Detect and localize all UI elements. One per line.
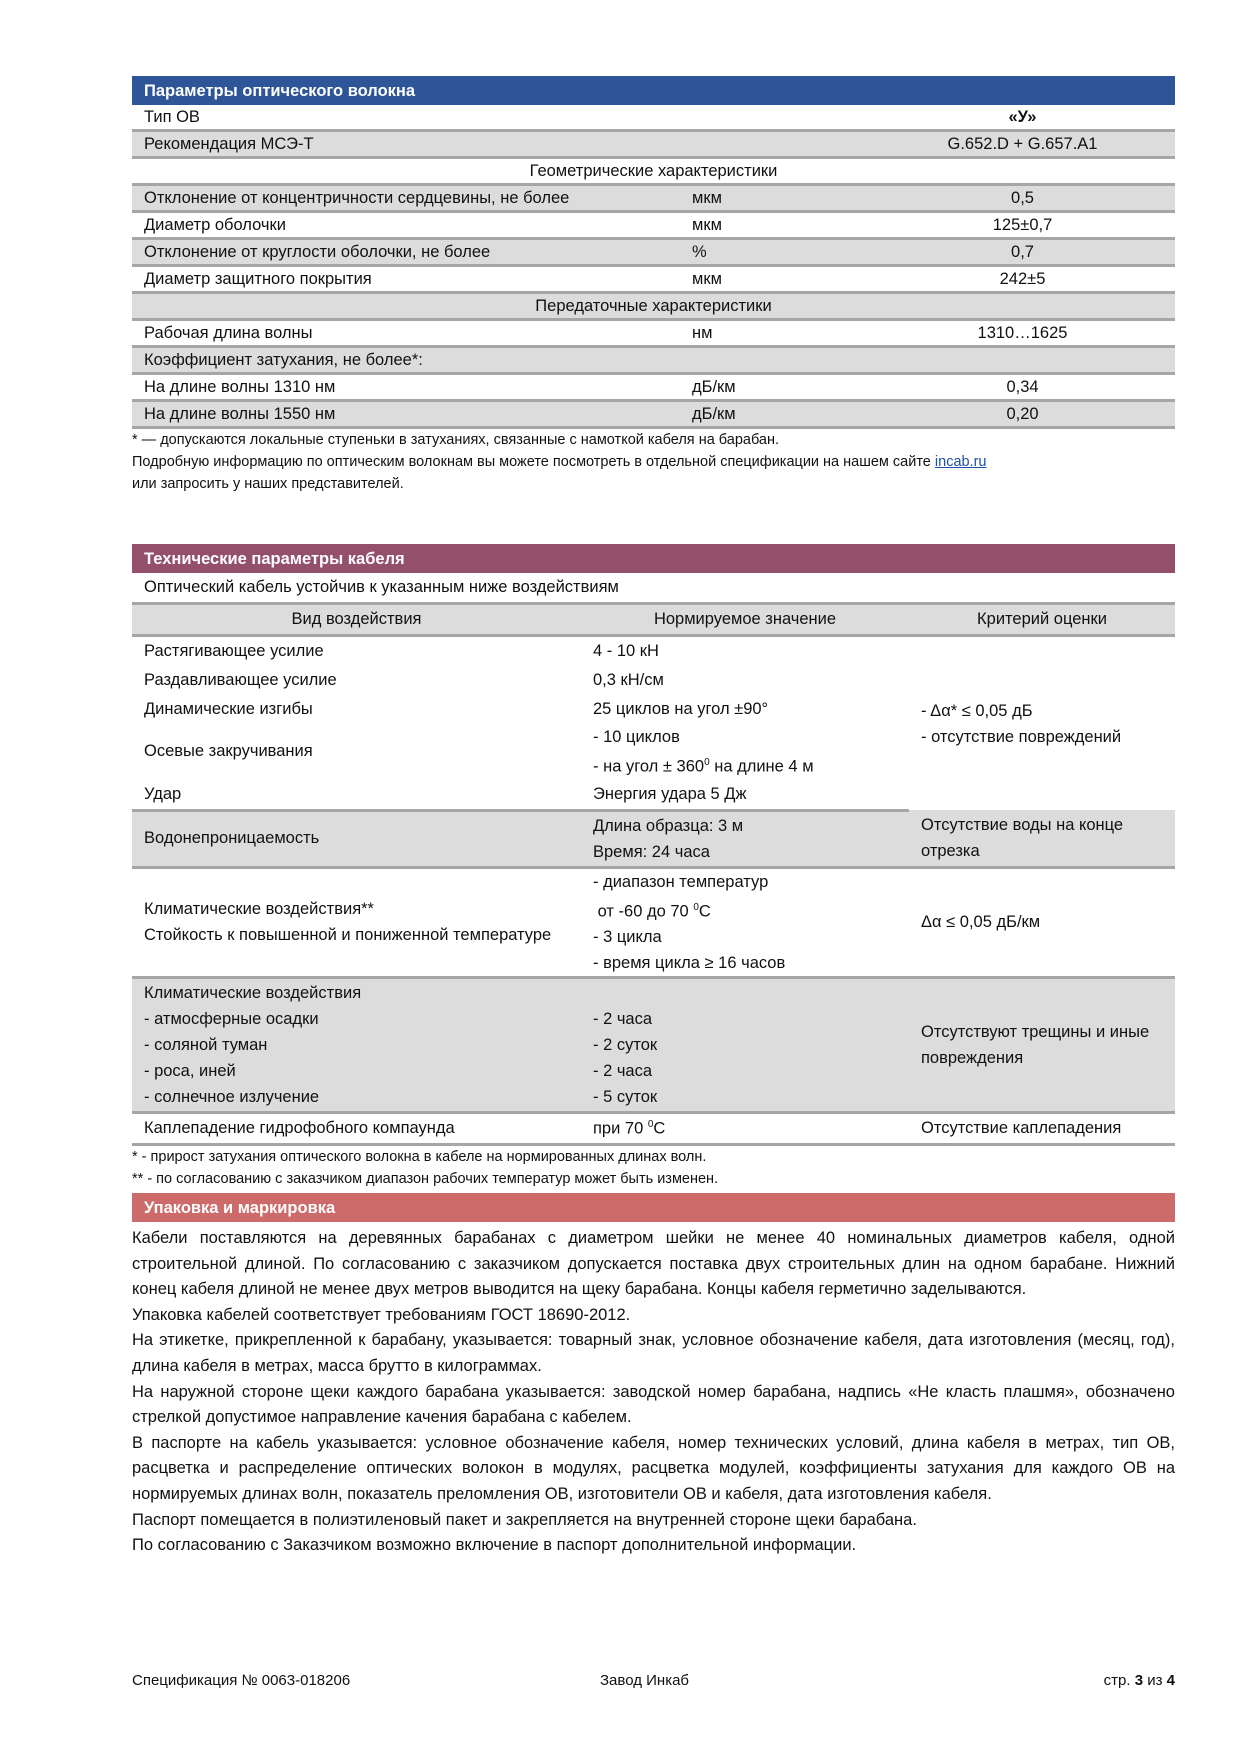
table-row: Отклонение от концентричности сердцевины, не более мкм 0,5 <box>132 185 1175 212</box>
footnote: * - прирост затухания оптического волокна в кабеле на нормированных длинах волн. <box>132 1149 707 1165</box>
table-row: Каплепадение гидрофобного компаунда при 70 $^0$С Отсутствие каплепадения <box>132 1113 1175 1145</box>
fiber-parameters-section <box>132 76 1175 495</box>
table-row: На длине волны 1550 нм дБ/км 0,20 <box>132 401 1175 428</box>
paragraph: В паспорте на кабель указывается: условное обозначение кабеля, номер технических условий, длина кабеля в метрах, тип ОВ, расцветка и распределение оптических волокон в модулях, расцветка модулей, коэффициенты затухания для каждого ОВ на нормируемых длинах волн, показатель преломления ОВ, изготовители ОВ и кабеля, дата изготовления кабеля. <box>132 1433 1175 1503</box>
criterion-cell: - Δα* ≤ 0,05 дБ - отсутствие повреждений <box>921 701 1122 746</box>
table-subheading: Передаточные характеристики <box>132 293 1175 320</box>
fiber-table <box>132 105 1175 429</box>
table-header: Вид воздействия Нормируемое значение Критерий оценки <box>132 604 1175 636</box>
table-row: Диаметр оболочки мкм 125±0,7 <box>132 212 1175 239</box>
footnote: * — допускаются локальные ступеньки в затуханиях, связанные с намоткой кабеля на барабан. <box>132 432 780 448</box>
table-row: Удар Энергия удара 5 Дж <box>132 780 1175 811</box>
footnote: ** - по согласованию с заказчиком диапазон рабочих температур может быть изменен. <box>132 1171 719 1187</box>
table-row: Водонепроницаемость Длина образца: 3 м Время: 24 часа Отсутствие воды на конце отрезка <box>132 810 1175 867</box>
info-note-cont: или запросить у наших представителей. <box>132 476 404 492</box>
info-note: Подробную информацию по оптическим волокнам вы можете посмотреть в отдельной спецификации на нашем сайте incab.ru <box>132 454 987 470</box>
table-row: Осевые закручивания - 10 циклов - на угол ± $360^0$ на длине 4 м <box>144 728 814 776</box>
table-row: Раздавливающее усилие 0,3 кН/см <box>144 671 664 689</box>
table-row: Климатические воздействия** Стойкость к повышенной и пониженной температуре - диапазон температур от -60 до 70 $^0$С - 3 цикла - время цикла ≥ 16 часов Δα ≤ 0,05 дБ/км <box>132 867 1175 978</box>
paragraph: Кабели поставляются на деревянных барабанах с диаметром шейки не менее 40 номинальных диаметров кабеля, одной строительной длиной. По согласованию с заказчиком допускается поставка двух строительных длин на одном барабане. Нижний конец кабеля длиной не менее двух метров выводится на щеку барабана. Концы кабеля герметично заделываются. <box>132 1229 1175 1299</box>
spec-number: Спецификация № 0063-018206 <box>132 1672 351 1689</box>
paragraph: На этикетке, прикрепленной к барабану, указывается: товарный знак, условное обозначение кабеля, дата изготовления (месяц, год), длина кабеля в метрах, масса брутто в килограммах. <box>132 1331 1175 1375</box>
section-title: Упаковка и маркировка <box>132 1193 1175 1222</box>
table-subheading: Геометрические характеристики <box>132 158 1175 185</box>
company-name: Завод Инкаб <box>600 1672 690 1689</box>
row-value: G.652.D + G.657.A1 <box>870 131 1175 158</box>
row-label: Рекомендация МСЭ-Т <box>132 131 680 158</box>
table-row <box>132 131 1175 158</box>
incab-link[interactable]: incab.ru <box>934 454 987 470</box>
section-title: Параметры оптического волокна <box>132 76 1175 105</box>
table-row: Коэффициент затухания, не более*: <box>132 347 1175 374</box>
paragraph: По согласованию с Заказчиком возможно включение в паспорт дополнительной информации. <box>132 1536 857 1555</box>
tech-table <box>132 573 1175 1146</box>
page-number: стр. 3 из 4 <box>1103 1672 1175 1689</box>
section-title: Технические параметры кабеля <box>132 544 1175 573</box>
table-row: На длине волны 1310 нм дБ/км 0,34 <box>132 374 1175 401</box>
cable-tech-section <box>132 544 1175 1190</box>
table-row: Диаметр защитного покрытия мкм 242±5 <box>132 266 1175 293</box>
table-row <box>132 105 1175 131</box>
paragraph: На наружной стороне щеки каждого барабана указывается: заводской номер барабана, надпись «Не класть плашмя», обозначено стрелкой допустимое направление качения барабана с кабелем. <box>132 1382 1175 1427</box>
paragraph: Паспорт помещается в полиэтиленовый пакет и закрепляется на внутренней стороне щеки барабана. <box>132 1510 917 1529</box>
packaging-section <box>132 1193 1175 1559</box>
table-row: Рабочая длина волны нм 1310…1625 <box>132 320 1175 347</box>
row-value: «У» <box>870 105 1175 131</box>
table-row: Климатические воздействия - атмосферные осадки - соляной туман - роса, иней - солнечное излучение - 2 часа - 2 суток - 2 часа - 5 суток Отсутствуют трещины и иные повреждения <box>132 978 1175 1113</box>
paragraph: Упаковка кабелей соответствует требованиям ГОСТ 18690-2012. <box>132 1305 631 1324</box>
row-label: Тип ОВ <box>132 105 680 131</box>
table-row: Динамические изгибы 25 циклов на угол ±90° <box>144 700 769 718</box>
table-subtitle: Оптический кабель устойчив к указанным ниже воздействиям <box>132 573 1175 604</box>
table-row: Растягивающее усилие 4 - 10 кН - Δα* ≤ 0,05 дБ - отсутствие повреждений <box>132 636 1175 667</box>
table-row: Отклонение от круглости оболочки, не более % 0,7 <box>132 239 1175 266</box>
